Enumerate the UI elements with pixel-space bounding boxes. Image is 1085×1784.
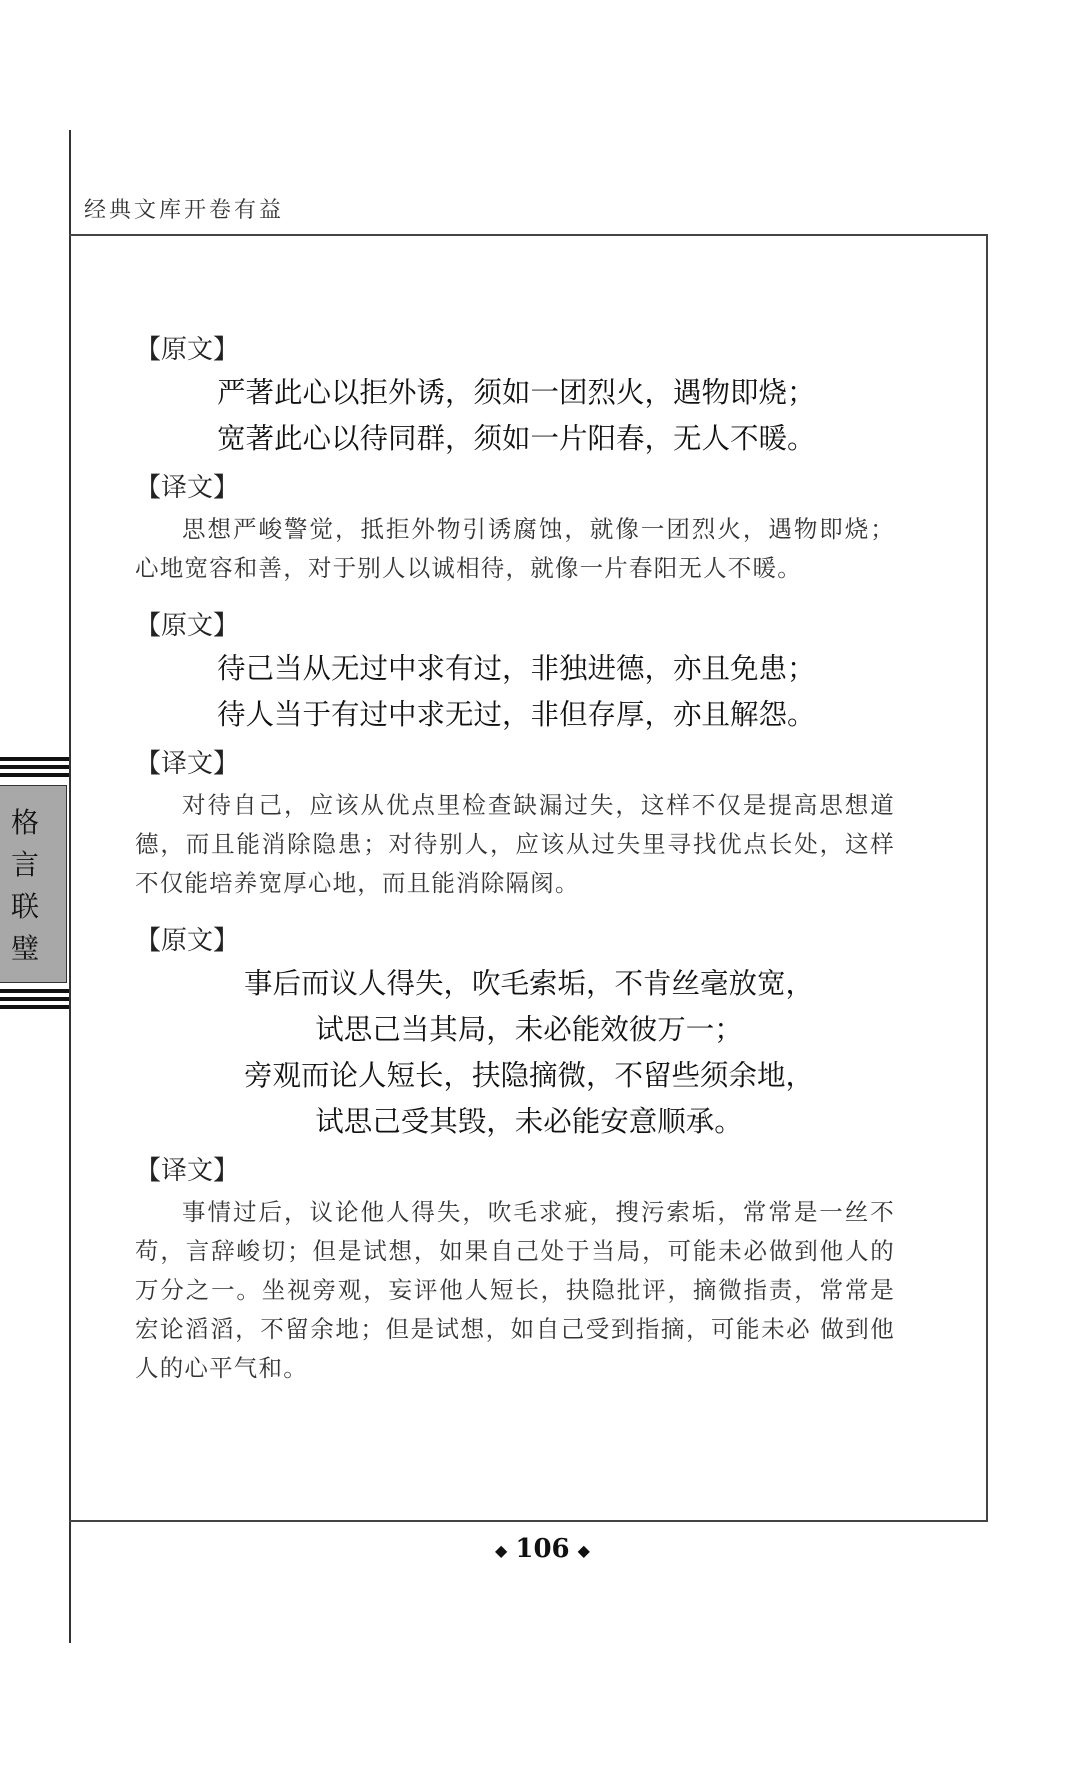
tab-char-4: 璧: [10, 932, 39, 965]
original-line: 宽著此心以待同群，须如一片阳春，无人不暖。: [217, 422, 816, 455]
translation-text: 对待自己，应该从优点里检查缺漏过失，这样不仅是提高思想道德，而且能消除隐患；对待别人，应该从过失里寻找优点长处，这样不仅能培养宽厚心地，而且能消除隔阂。: [135, 791, 895, 897]
diamond-ornament-icon: ◆: [577, 1540, 590, 1560]
diamond-ornament-icon: ◆: [495, 1540, 508, 1560]
original-label: 【原文】: [135, 335, 240, 365]
original-label: 【原文】: [135, 611, 240, 641]
original-line: 严著此心以拒外诱，须如一团烈火，遇物即烧；: [217, 376, 816, 409]
tab-rule-bottom-2: [0, 997, 69, 1001]
original-line: 事后而议人得失，吹毛索垢，不肯丝毫放宽，: [243, 967, 814, 1000]
tab-char-2: 言: [10, 848, 39, 881]
original-label: 【原文】: [135, 926, 240, 956]
original-line: 试思己受其毁，未必能安意顺承。: [315, 1105, 743, 1138]
original-line: 待人当于有过中求无过，非但存厚，亦且解怨。: [217, 698, 816, 731]
tab-rule-top-1: [0, 757, 69, 761]
tab-rule-bottom-1: [0, 989, 69, 993]
translation-label: 【译文】: [135, 1156, 240, 1186]
original-line: 试思己当其局，未必能效彼万一；: [315, 1013, 743, 1046]
original-line: 待己当从无过中求有过，非独进德，亦且免患；: [217, 652, 816, 685]
tab-char-3: 联: [10, 890, 39, 923]
translation-label: 【译文】: [135, 749, 240, 779]
tab-char-1: 格: [10, 806, 39, 839]
tab-rule-top-2: [0, 765, 69, 769]
running-header: 经典文库开卷有益: [84, 198, 285, 223]
page-number: [0, 1534, 1085, 1564]
tab-rule-top-3: [0, 773, 69, 777]
translation-label: 【译文】: [135, 473, 240, 503]
page-number-value: 106: [515, 1534, 570, 1564]
translation-text: 思想严峻警觉，抵拒外物引诱腐蚀，就像一团烈火，遇物即烧；心地宽容和善，对于别人以诚相待，就像一片春阳无人不暖。: [135, 515, 895, 582]
page-body: [135, 330, 895, 1388]
translation-text: 事情过后，议论他人得失，吹毛求疵，搜污索垢，常常是一丝不苟，言辞峻切；但是试想，如果自己处于当局，可能未必做到他人的万分之一。坐视旁观，妄评他人短长，抉隐批评，摘微指责，常常是宏论滔滔，不留余地；但是试想，如自己受到指摘，可能未必 做到他人的心平气和。: [135, 1198, 895, 1382]
chapter-tab: [0, 757, 69, 1009]
tab-rule-bottom-3: [0, 1005, 69, 1009]
original-line: 旁观而论人短长，扶隐摘微，不留些须余地，: [243, 1059, 814, 1092]
